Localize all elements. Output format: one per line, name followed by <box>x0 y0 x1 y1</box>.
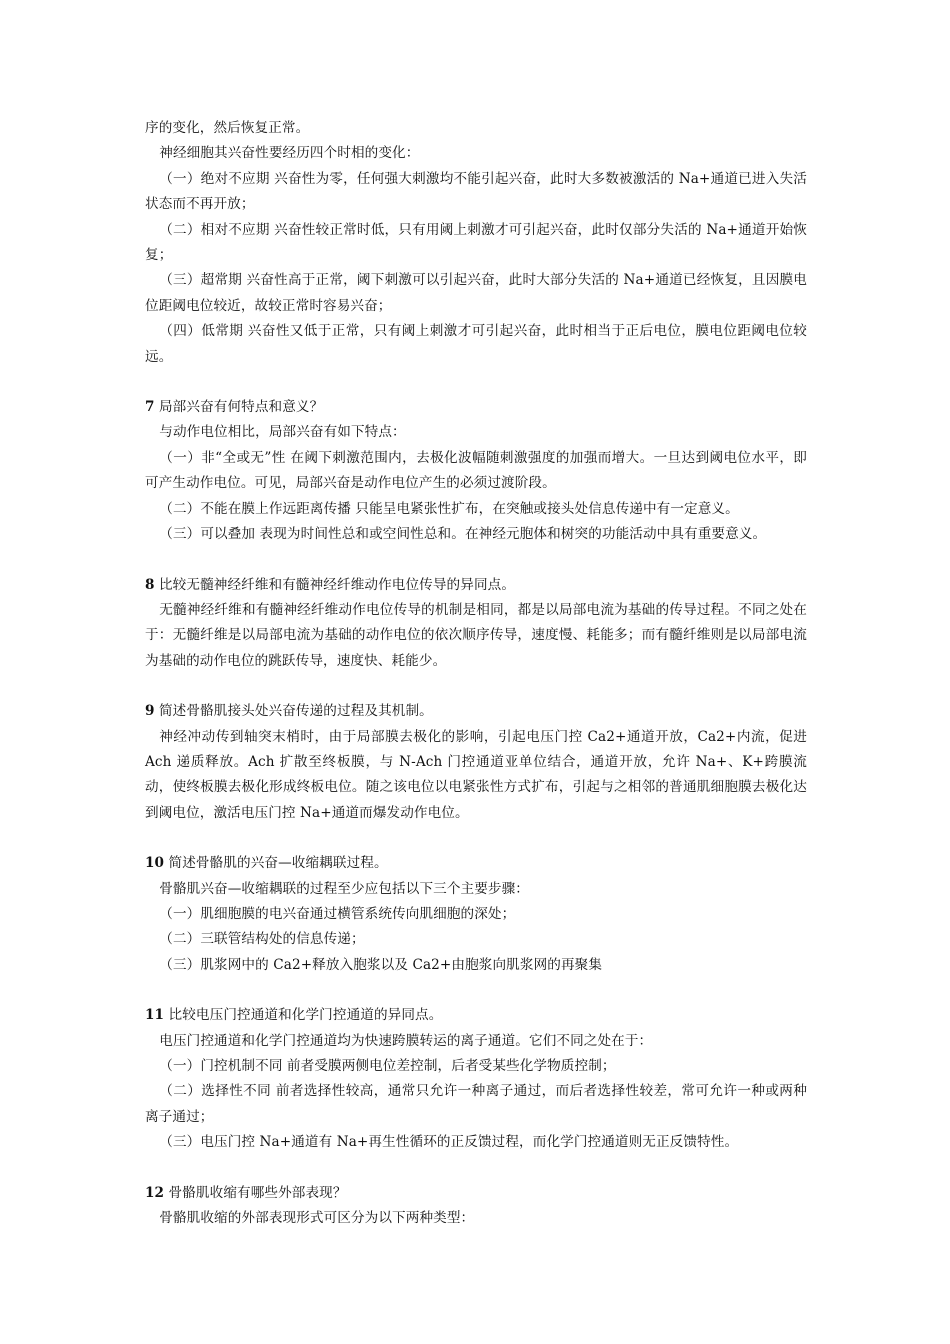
question-heading <box>145 395 807 420</box>
paragraph: （一）门控机制不同 前者受膜两侧电位差控制，后者受某些化学物质控制； <box>159 1058 616 1074</box>
question-heading <box>145 699 807 724</box>
spacer <box>145 1156 807 1181</box>
paragraph: （三）超常期 兴奋性高于正常，阈下刺激可以引起兴奋，此时大部分失活的 Na+通道已经恢复，且因膜电位距阈电位较近，故较正常时容易兴奋； <box>145 272 807 314</box>
spacer <box>145 978 807 1003</box>
paragraph: 无髓神经纤维和有髓神经纤维动作电位传导的机制是相同，都是以局部电流为基础的传导过程。不同之处在于：无髓纤维是以局部电流为基础的动作电位的依次顺序传导，速度慢、耗能多；而有髓纤维则是以局部电流为基础的动作电位的跳跃传导，速度快、耗能少。 <box>145 601 807 669</box>
paragraph: （二）选择性不同 前者选择性较高，通常只允许一种离子通过，而后者选择性较差，常可允许一种或两种离子通过； <box>145 1083 807 1125</box>
paragraph: 骨骼肌兴奋—收缩耦联的过程至少应包括以下三个主要步骤： <box>159 880 529 897</box>
paragraph: 骨骼肌收缩的外部表现形式可区分为以下两种类型： <box>159 1210 475 1227</box>
paragraph: （二）三联管结构处的信息传递； <box>159 931 365 948</box>
question-number: 7 <box>145 399 155 416</box>
question-heading <box>145 1003 807 1028</box>
question-number: 12 <box>145 1184 165 1201</box>
spacer <box>145 674 807 699</box>
paragraph: （四）低常期 兴奋性又低于正常，只有阈上刺激才可引起兴奋，此时相当于正后电位，膜电位距阈电位较远。 <box>145 323 807 365</box>
paragraph: 序的变化，然后恢复正常。 <box>145 120 310 136</box>
question-number: 10 <box>145 855 165 872</box>
question-title: 比较无髓神经纤维和有髓神经纤维动作电位传导的异同点。 <box>158 576 516 593</box>
question-title: 简述骨骼肌的兴奋—收缩耦联过程。 <box>168 855 388 872</box>
paragraph: （二）相对不应期 兴奋性较正常时低，只有用阈上刺激才可引起兴奋，此时仅部分失活的 Na+通道开始恢复； <box>145 221 807 264</box>
paragraph: （二）不能在膜上作远距离传播 只能呈电紧张性扩布，在突触或接头处信息传递中有一定意义。 <box>159 500 739 517</box>
paragraph: （三）电压门控 Na+通道有 Na+再生性循环的正反馈过程，而化学门控通道则无正反馈特性。 <box>159 1134 739 1151</box>
paragraph: （一）非“全或无”性 在阈下刺激范围内，去极化波幅随刺激强度的加强而增大。一旦达到阈电位水平，即可产生动作电位。可见，局部兴奋是动作电位产生的必须过渡阶段。 <box>145 449 807 492</box>
paragraph: （一）绝对不应期 兴奋性为零，任何强大刺激均不能引起兴奋，此时大多数被激活的 Na+通道已进入失活状态而不再开放； <box>145 170 807 213</box>
question-heading <box>145 573 807 598</box>
question-title: 比较电压门控通道和化学门控通道的异同点。 <box>168 1007 443 1024</box>
question-number: 11 <box>145 1007 165 1024</box>
question-title: 局部兴奋有何特点和意义？ <box>158 399 324 416</box>
question-heading <box>145 851 807 876</box>
paragraph: （三）肌浆网中的 Ca2+释放入胞浆以及 Ca2+由胞浆向肌浆网的再聚集 <box>159 956 603 973</box>
question-number: 9 <box>145 703 155 720</box>
question-heading <box>145 1181 807 1206</box>
question-title: 简述骨骼肌接头处兴奋传递的过程及其机制。 <box>158 703 433 720</box>
question-title: 骨骼肌收缩有哪些外部表现？ <box>168 1184 347 1201</box>
spacer <box>145 548 807 573</box>
paragraph: 神经冲动传到轴突末梢时，由于局部膜去极化的影响，引起电压门控 Ca2+通道开放，Ca2+内流，促进 Ach 递质释放。Ach 扩散至终板膜，与 N-Ach 门控通道亚单位结合，通道开放，允许 Na+、K+跨膜流动，使终板膜去极化形成终板电位。随之该电位以电紧张性方式扩布，引起与之相邻的普通肌细胞膜去极化达到阈电位，激活电压门控 Na+通道而爆发动作电位。 <box>145 728 807 821</box>
paragraph: 与动作电位相比，局部兴奋有如下特点： <box>159 424 406 441</box>
document-body <box>145 116 807 1231</box>
question-number: 8 <box>145 576 155 593</box>
paragraph: 神经细胞其兴奋性要经历四个时相的变化： <box>159 145 420 162</box>
paragraph: （一）肌细胞膜的电兴奋通过横管系统传向肌细胞的深处； <box>159 905 516 922</box>
paragraph: 电压门控通道和化学门控通道均为快速跨膜转运的离子通道。它们不同之处在于： <box>159 1032 653 1049</box>
spacer <box>145 370 807 395</box>
paragraph: （三）可以叠加 表现为时间性总和或空间性总和。在神经元胞体和树突的功能活动中具有重要意义。 <box>159 526 767 543</box>
spacer <box>145 826 807 851</box>
